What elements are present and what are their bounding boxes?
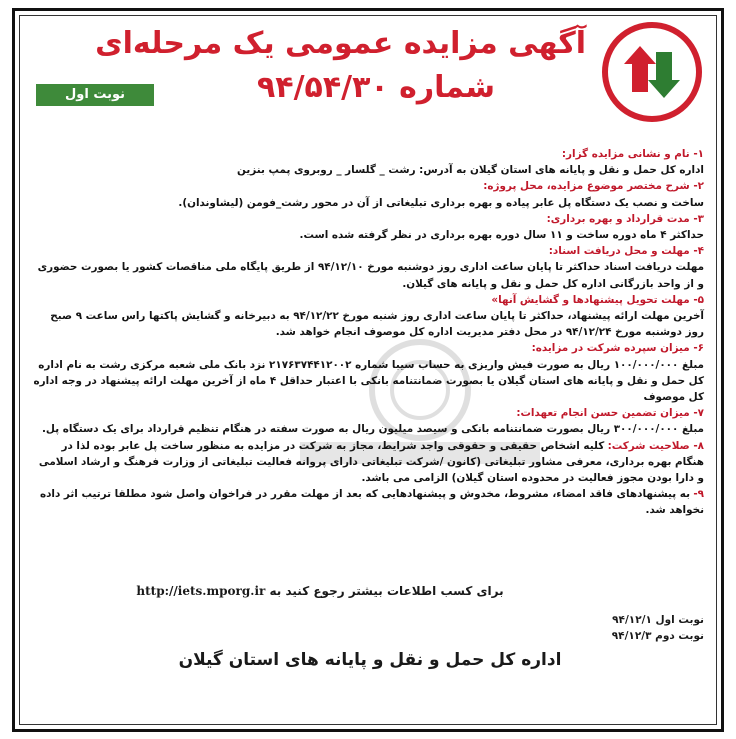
section-1 [32, 146, 704, 162]
second-publication-date: نوبت دوم ۹۴/۱۲/۳ [611, 630, 704, 642]
section-3-text: حداکثر ۴ ماه دوره ساخت و ۱۱ سال دوره بهره برداری در نظر گرفته شده است. [299, 229, 704, 242]
section-3 [32, 211, 704, 227]
info-text: برای کسب اطلاعات بیشتر رجوع کنید به [269, 584, 504, 598]
section-2-text: ساخت و نصب یک دستگاه پل عابر پیاده و بهره برداری تبلیغاتی از آن در محور رشت_فومن (لیشاوندان). [178, 196, 704, 209]
issuer-signature: اداره کل حمل و نقل و پایانه های استان گیلان [178, 650, 562, 670]
section-heading: ۵- مهلت تحویل پیشنهادها و گشایش آنها» [491, 293, 704, 306]
section-heading: ۱- نام و نشانی مزایده گزار: [561, 148, 704, 160]
section-1-text: اداره کل حمل و نقل و پایانه های استان گیلان به آدرس: رشت _ گلسار _ روبروی پمپ بنزین [237, 164, 704, 177]
section-9: ۹- به پیشنهادهای فاقد امضاء، مشروط، مخدوش و پیشنهادهایی که بعد از مهلت مقرر در فراخوان واصل شود مطلقا ترتیب اثر داده نخواهد شد. [39, 488, 704, 517]
notice-title: آگهی مزایده عمومی یک مرحله‌ای [95, 26, 586, 61]
notice-body [32, 146, 704, 519]
section-5-text: آخرین مهلت ارائه پیشنهاد، حداکثر تا پایان ساعت اداری روز شنبه مورخ ۹۴/۱۲/۲۲ به دبیرخانه و گشایش پاکتها راس ساعت ۹ صبح روز دوشنبه مورخ ۹۴/۱۲/۲۴ در محل دفتر مدیریت اداره کل موصوف انجام خواهد شد. [50, 310, 704, 339]
section-2 [32, 178, 704, 194]
section-8: ۸- صلاحیت شرکت: کلیه اشخاص حقیقی و حقوقی واجد شرایط، مجاز به شرکت در مزایده به منظور ساخت پل عابر بوده لذا در هنگام بهره برداری، معرفی مشاور تبلیغاتی (کانون /شرکت تبلیغاتی دارای پروانه فعالیت تبلیغاتی از وزارت فرهنگ و ارشاد اسلامی و دارا بودن مجوز فعالیت در محدوده استان گیلان) الزامی می باشد. [38, 439, 704, 485]
section-6 [32, 340, 704, 356]
section-6-text: مبلغ ۱۰۰/۰۰۰/۰۰۰ ریال به صورت فیش واریزی به حساب سیبا شماره ۲۱۷۶۳۷۴۴۱۲۰۰۲ نزد بانک ملی شعبه مرکزی رشت به نام اداره کل حمل و نقل و پایانه های استان گیلان یا بصورت ضمانتنامه بانکی با اعتبار حداقل ۴ ماه از آخرین مهلت ارائه پیشنهاد در وجه اداره کل موصوف [33, 358, 704, 404]
road-transport-logo-icon [602, 22, 702, 122]
section-7-text: مبلغ ۳۰۰/۰۰۰/۰۰۰ ریال بصورت ضمانتنامه بانکی و سیصد میلیون ریال به صورت سفته در هنگام تنظیم قرارداد برای یک دستگاه پل. [41, 423, 704, 436]
section-heading: ۶- میزان سپرده شرکت در مزایده: [531, 342, 704, 355]
first-publication-date: نوبت اول ۹۴/۱۲/۱ [612, 614, 704, 626]
notice-number: شماره ۹۴/۵۴/۳۰ [256, 70, 496, 105]
section-heading: ۳- مدت قرارداد و بهره برداری: [546, 212, 704, 225]
section-4 [32, 243, 704, 259]
info-line [40, 584, 600, 598]
publication-dates [504, 612, 704, 644]
section-heading: ۴- مهلت و محل دریافت اسناد: [548, 245, 704, 258]
info-url-link[interactable]: http://iets.mporg.ir [136, 584, 266, 598]
section-heading: ۷- میزان تضمین حسن انجام تعهدات: [516, 407, 704, 420]
publication-badge: نوبت اول [36, 84, 154, 106]
section-7 [32, 405, 704, 421]
section-4-text: مهلت دریافت اسناد حداکثر تا پایان ساعت اداری روز دوشنبه مورخ ۹۴/۱۲/۱۰ از طریق پایگاه ملی مناقصات کشور یا بصورت حضوری و از واحد بازرگانی اداره کل حمل و نقل و پایانه های گیلان. [37, 261, 704, 290]
section-5 [32, 292, 704, 308]
section-heading: ۲- شرح مختصر موضوع مزایده، محل پروژه: [483, 180, 704, 193]
section-heading: ۸- صلاحیت شرکت: [607, 439, 704, 452]
section-heading: ۹- [693, 488, 704, 501]
